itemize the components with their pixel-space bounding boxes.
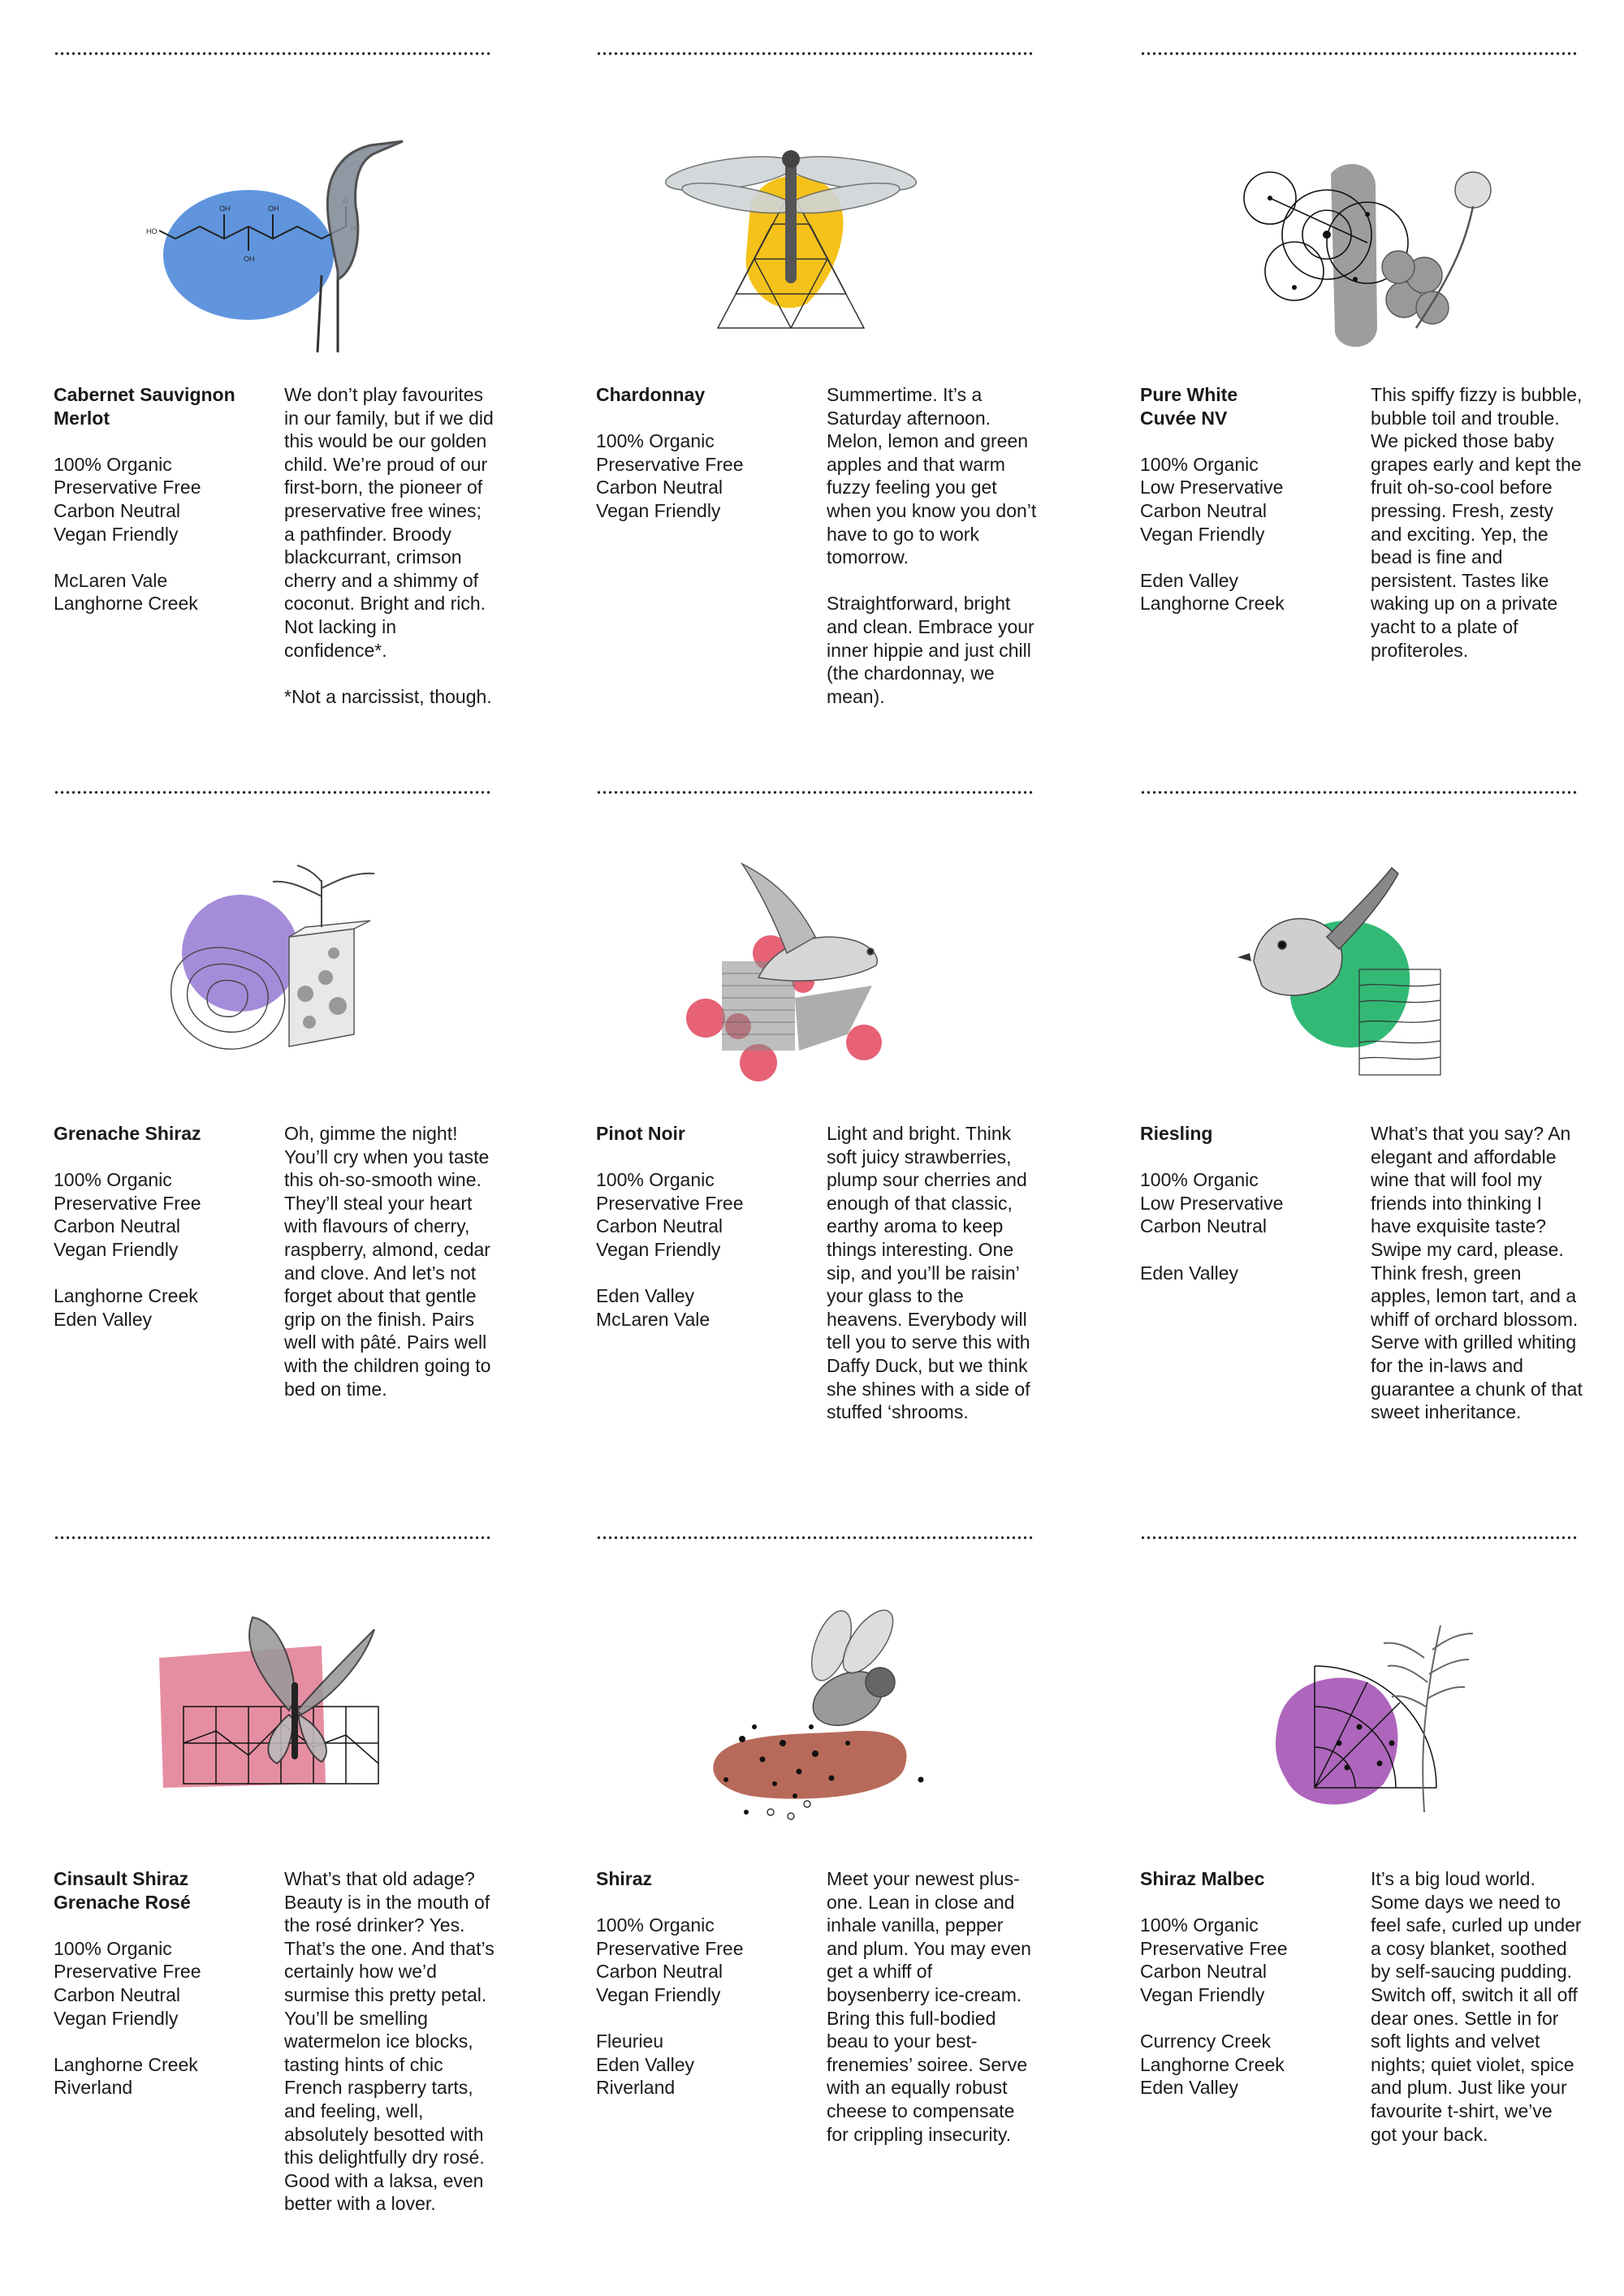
wine-description: Light and bright. Think soft juicy strawberries, plump sour cherries and enough of that classic, earthy aroma to keep things interesting. One sip, and you’ll be raisin’ your glass to the heavens. Everybody will tell you to serve this with Daffy Duck, but we think she shines with a side of stuffed ‘shrooms. <box>827 1123 1030 1423</box>
dotted-divider <box>54 52 492 55</box>
wine-attributes <box>596 1914 815 2006</box>
attribute-item: Vegan Friendly <box>1140 1983 1265 2005</box>
wine-info <box>54 1867 273 2100</box>
attribute-item: Preservative Free <box>596 1937 744 1959</box>
attribute-item: Carbon Neutral <box>596 1961 723 1983</box>
attribute-item: Preservative Free <box>54 1961 201 1983</box>
clover-circles-icon <box>1140 84 1579 360</box>
wine-regions <box>54 569 273 615</box>
attribute-item: Carbon Neutral <box>596 1215 723 1237</box>
molecule-label: HO <box>146 227 158 235</box>
attribute-item: Preservative Free <box>54 1192 201 1214</box>
wine-attributes <box>54 1168 273 1261</box>
attribute-item: 100% Organic <box>596 430 715 452</box>
attribute-item: 100% Organic <box>54 1169 172 1191</box>
attribute-item: Low Preservative <box>1140 477 1284 498</box>
region-item: Langhorne Creek <box>1140 593 1285 615</box>
attribute-item: 100% Organic <box>596 1914 715 1936</box>
wine-attributes <box>54 1937 273 2030</box>
molecule-label: OH <box>268 205 279 213</box>
wine-name: Cinsault Shiraz Grenache Rosé <box>54 1868 191 1913</box>
attribute-item: Vegan Friendly <box>596 1983 721 2005</box>
wine-description: Oh, gimme the night! You’ll cry when you taste this oh-so-smooth wine. They’ll steal your heart with flavours of cherry, raspberry, almond, cedar and clove. And let’s not forget about that gentle grip on the finish. Pairs well with pâté. Pairs well with the children going to bed on time. <box>284 1123 491 1400</box>
wine-attributes <box>596 429 815 522</box>
wine-info <box>54 1122 273 1331</box>
region-item: Eden Valley <box>1140 569 1239 591</box>
wine-regions <box>54 1284 273 1331</box>
dotted-divider <box>54 791 492 794</box>
dotted-divider <box>1140 1536 1579 1539</box>
wine-regions <box>1140 569 1359 615</box>
wine-name: Chardonnay <box>596 384 706 405</box>
attribute-item: 100% Organic <box>1140 453 1259 475</box>
attribute-item: Vegan Friendly <box>596 499 721 521</box>
attribute-item: Preservative Free <box>596 453 744 475</box>
wine-info <box>596 1122 815 1331</box>
region-item: McLaren Vale <box>596 1308 710 1330</box>
wine-info <box>1140 1867 1359 2100</box>
wine-regions <box>1140 1262 1359 1285</box>
wine-name: Pure White Cuvée NV <box>1140 384 1238 429</box>
wine-description: Meet your newest plus-one. Lean in close and inhale vanilla, pepper and plum. You may even get a whiff of boysenberry ice-cream. Bring this full-bodied beau to your best-frenemies’ soiree. Serve with an equally robust cheese to compensate for crippling insecurity. <box>827 1868 1031 2145</box>
wine-name: Grenache Shiraz <box>54 1123 201 1144</box>
attribute-item: 100% Organic <box>596 1169 715 1191</box>
wine-name: Pinot Noir <box>596 1123 685 1144</box>
wren-strata-icon <box>1140 823 1579 1099</box>
dotted-divider <box>1140 791 1579 794</box>
wine-regions <box>596 1284 815 1331</box>
wine-name: Shiraz <box>596 1868 653 1889</box>
wine-regions <box>596 2030 815 2100</box>
region-item: Eden Valley <box>1140 1262 1239 1284</box>
region-item: Langhorne Creek <box>54 1285 198 1307</box>
wine-description: We don’t play favourites in our family, but if we did this would be our golden child. We’re proud of our first-born, the pioneer of preservative free wines; a pathfinder. Broody blackcurrant, crimson cherry and a shimmy of coconut. Bright and rich. Not lacking in confidence*. *Not a narcissist, though. <box>284 384 494 707</box>
wine-info <box>1140 1122 1359 1284</box>
attribute-item: Carbon Neutral <box>596 477 723 498</box>
attribute-item: 100% Organic <box>1140 1169 1259 1191</box>
heron-molecule-icon <box>54 84 492 360</box>
region-item: Langhorne Creek <box>54 593 198 615</box>
attribute-item: Carbon Neutral <box>1140 1961 1267 1983</box>
region-item: Riverland <box>54 2077 133 2099</box>
wine-description: Summertime. It’s a Saturday afternoon. Melon, lemon and green apples and that warm fuzzy feeling you get when you know you don’t have to go to work tomorrow. Straightforward, bright and clean. Embrace your inner hippie and just chill (the chardonnay, we mean). <box>827 384 1037 707</box>
butterfly-grid-icon <box>54 1569 492 1845</box>
attribute-item: Preservative Free <box>1140 1937 1288 1959</box>
wine-attributes <box>54 453 273 546</box>
dotted-divider <box>596 1536 1034 1539</box>
wine-description: This spiffy fizzy is bubble, bubble toil and trouble. We picked those baby grapes early and kept the fruit oh-so-cool before pressing. Fresh, zesty and exciting. Yep, the bead is fine and persistent. Tastes like waking up on a private yacht to a plate of profiteroles. <box>1371 384 1583 661</box>
region-item: Langhorne Creek <box>1140 2053 1285 2075</box>
attribute-item: Vegan Friendly <box>54 1238 179 1260</box>
wine-info <box>596 383 815 523</box>
attribute-item: Preservative Free <box>54 477 201 498</box>
region-item: Eden Valley <box>54 1308 153 1330</box>
attribute-item: Carbon Neutral <box>54 1983 180 2005</box>
wine-name: Riesling <box>1140 1123 1213 1144</box>
tree-terrain-icon <box>54 823 492 1099</box>
region-item: Eden Valley <box>596 2053 695 2075</box>
dotted-divider <box>54 1536 492 1539</box>
dotted-divider <box>596 52 1034 55</box>
wine-description: What’s that you say? An elegant and affordable wine that will fool my friends into thinking I have exquisite taste? Swipe my card, please. Think fresh, green apples, lemon tart, and a whiff of orchard blossom. Serve with grilled whiting for the in-laws and guarantee a chunk of that sweet inheritance. <box>1371 1123 1583 1423</box>
attribute-item: Vegan Friendly <box>596 1238 721 1260</box>
dotted-divider <box>596 791 1034 794</box>
region-item: McLaren Vale <box>54 569 168 591</box>
wine-name: Shiraz Malbec <box>1140 1868 1265 1889</box>
wine-attributes <box>1140 1168 1359 1238</box>
wine-attributes <box>596 1168 815 1261</box>
wine-attributes <box>1140 453 1359 546</box>
attribute-item: Carbon Neutral <box>54 1215 180 1237</box>
wine-info <box>596 1867 815 2100</box>
fern-quadrant-icon <box>1140 1569 1579 1845</box>
wine-description: What’s that old adage? Beauty is in the mouth of the rosé drinker? Yes. That’s the one. And that’s certainly how we’d surmise this pretty petal. You’ll be smelling watermelon ice blocks, tasting hints of chic French raspberry tarts, and feeling, well, absolutely besotted with this delightfully dry rosé. Good with a laksa, even better with a lover. <box>284 1868 495 2215</box>
attribute-item: Carbon Neutral <box>54 499 180 521</box>
wine-description: It’s a big loud world. Some days we need to feel safe, curled up under a cosy blanket, soothed by self-saucing pudding. Switch off, switch it all off dear ones. Settle in for soft lights and velvet nights; quiet violet, spice and plum. Just like your favourite t-shirt, we’ve got your back. <box>1371 1868 1582 2145</box>
attribute-item: Preservative Free <box>596 1192 744 1214</box>
region-item: Fleurieu <box>596 2031 664 2052</box>
wine-regions <box>54 2053 273 2100</box>
region-item: Currency Creek <box>1140 2031 1272 2052</box>
attribute-item: 100% Organic <box>1140 1914 1259 1936</box>
attribute-item: Vegan Friendly <box>54 2007 179 2029</box>
dragonfly-triangle-icon <box>596 84 1034 360</box>
region-item: Langhorne Creek <box>54 2053 198 2075</box>
wine-info <box>54 383 273 615</box>
attribute-item: 100% Organic <box>54 453 172 475</box>
bee-scatter-icon <box>596 1569 1034 1845</box>
attribute-item: 100% Organic <box>54 1937 172 1959</box>
attribute-item: Low Preservative <box>1140 1192 1284 1214</box>
molecule-label: OH <box>219 205 231 213</box>
dotted-divider <box>1140 52 1579 55</box>
attribute-item: Vegan Friendly <box>1140 523 1265 545</box>
attribute-item: Carbon Neutral <box>1140 1215 1267 1237</box>
molecule-label: OH <box>244 255 255 263</box>
wine-attributes <box>1140 1914 1359 2006</box>
finch-dots-icon <box>596 823 1034 1099</box>
attribute-item: Carbon Neutral <box>1140 499 1267 521</box>
wine-name: Cabernet Sauvignon Merlot <box>54 384 235 429</box>
region-item: Eden Valley <box>1140 2077 1239 2099</box>
region-item: Riverland <box>596 2077 676 2099</box>
wine-info <box>1140 383 1359 615</box>
wine-regions <box>1140 2030 1359 2100</box>
attribute-item: Vegan Friendly <box>54 523 179 545</box>
region-item: Eden Valley <box>596 1285 695 1307</box>
